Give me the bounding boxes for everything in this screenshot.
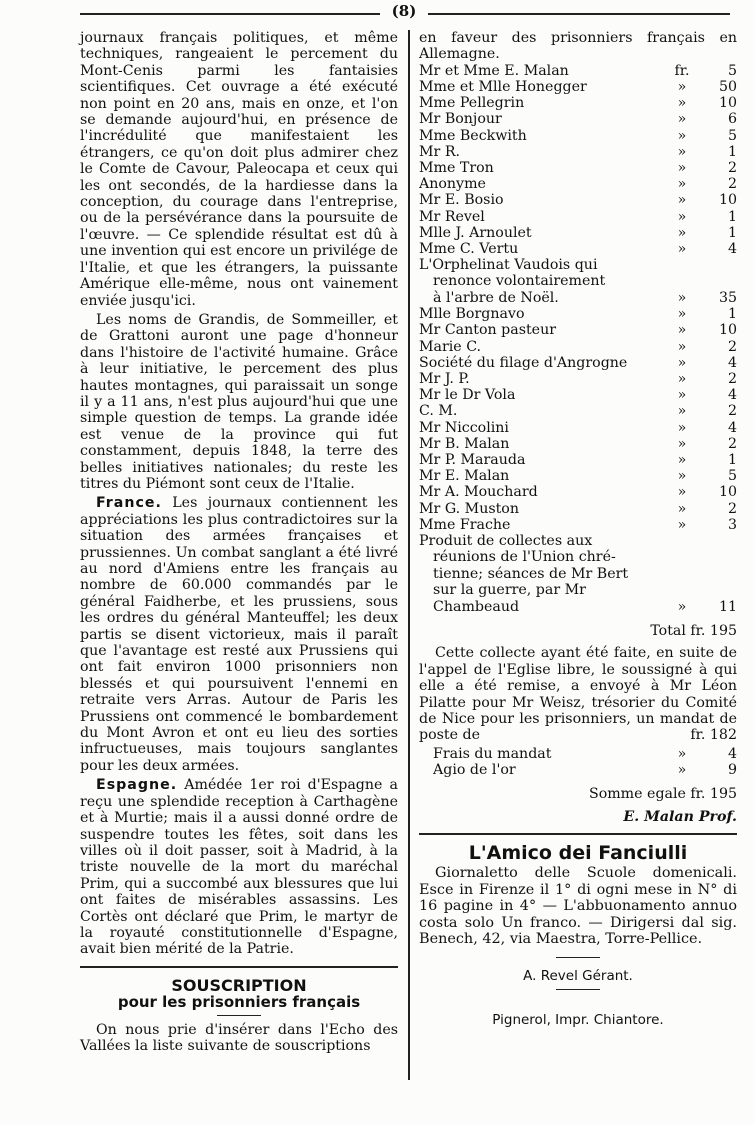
grandis-paragraph: Les noms de Grandis, de Sommeiller, et de Grattoni auront une page d'honneur dans l'histoire de l'activité humaine. Grâce à leur initiative, le percement des plus hautes montagnes, qui paraissait un songe il y a 11 ans, n'est plus aujourd'hui que une simple question de temps. La grande idée est venue de la province qui fut constamment, depuis 1848, la terre des belles initiatives nationales; du reste les titres du Piémont sont ceux de l'Italie. bbox=[80, 311, 398, 492]
donor-row bbox=[419, 403, 737, 419]
donor-amount: 2 bbox=[727, 435, 737, 452]
donor-row bbox=[419, 306, 737, 322]
donor-name-line: à l'arbre de Noël. bbox=[433, 289, 559, 306]
donor-name: L'Orphelinat Vaudois qui bbox=[419, 257, 598, 274]
donor-row bbox=[419, 468, 737, 484]
france-heading: France. bbox=[96, 495, 162, 512]
souscription-intro: On nous prie d'insérer dans l'Echo des Vallées la liste suivante de souscriptions bbox=[80, 1021, 398, 1054]
donor-name: Mr R. bbox=[419, 143, 461, 160]
page-number: (8) bbox=[391, 2, 417, 20]
total-line: Total fr. 195 bbox=[650, 622, 737, 639]
donor-name-line: réunions de l'Union chré- bbox=[433, 549, 616, 566]
frais-label: Frais du mandat bbox=[433, 745, 552, 762]
donor-row bbox=[419, 209, 737, 225]
section-rule bbox=[80, 966, 398, 968]
donor-name: Mr P. Marauda bbox=[419, 451, 526, 468]
donor-row bbox=[419, 517, 737, 533]
donor-amount: 2 bbox=[727, 500, 737, 517]
espagne-text: Amédée 1er roi d'Espagne a reçu une splendide reception à Carthagène et à Murtie; mais il a aussi donné ordre de suspendre toutes les fêtes, soit dans les villes où il doit passer, soit à Madrid, à la triste nouvelle de la mort du maréchal Prim, qui a succombé aux blessures que lui ont faites de misérables assassins. Les Cortès ont déclaré que Prim, le martyr de la royauté constitutionnelle d'Espagne, avait bien mérité de la Patrie. bbox=[80, 777, 398, 958]
ditto-mark: fr. bbox=[674, 62, 690, 79]
donor-row bbox=[419, 63, 737, 79]
donor-amount: 10 bbox=[718, 192, 737, 209]
donor-amount: 6 bbox=[727, 111, 737, 128]
donor-amount: 5 bbox=[727, 127, 737, 144]
donor-name: Mr J. P. bbox=[419, 371, 470, 388]
donor-produit bbox=[419, 533, 737, 615]
donor-name-line: tienne; séances de Mr Bert bbox=[433, 565, 629, 582]
donor-name: Mlle J. Arnoulet bbox=[419, 224, 532, 241]
page-header bbox=[80, 2, 730, 24]
donor-row bbox=[419, 160, 737, 176]
donor-row bbox=[419, 484, 737, 500]
signature: E. Malan Prof. bbox=[623, 808, 737, 825]
imprimeur: Pignerol, Impr. Chiantore. bbox=[492, 1011, 664, 1028]
donor-name: Mr A. Mouchard bbox=[419, 484, 538, 501]
donor-row bbox=[419, 436, 737, 452]
ditto-mark: » bbox=[677, 208, 687, 225]
donor-amount: 1 bbox=[727, 451, 737, 468]
right-column bbox=[419, 30, 737, 1028]
donor-orphelinat bbox=[419, 257, 737, 306]
donor-name: Mr E. Bosio bbox=[419, 192, 504, 209]
donor-name-line: sur la guerre, par Mr bbox=[433, 582, 586, 599]
donor-amount: 2 bbox=[727, 371, 737, 388]
donor-name: Mr B. Malan bbox=[419, 435, 510, 452]
donor-row bbox=[419, 111, 737, 127]
ditto-mark: » bbox=[677, 240, 687, 257]
donor-amount: 3 bbox=[727, 516, 737, 533]
agio-label: Agio de l'or bbox=[433, 761, 516, 778]
mandat-amount: 182 bbox=[709, 727, 737, 744]
donor-name: Anonyme bbox=[419, 176, 486, 193]
gerant-rule bbox=[556, 989, 600, 990]
donor-name-line: renonce volontairement bbox=[433, 273, 606, 290]
donor-row bbox=[419, 225, 737, 241]
donor-row bbox=[419, 387, 737, 403]
ditto-mark: » bbox=[677, 192, 687, 209]
amico-text: Giornaletto delle Scuole domenicali. Esce in Firenze il 1° di ogni mese in N° di 16 pagine in 4° — L'abbuonamento annuo costa solo Un franco. — Dirigersi dal sig. Benech, 42, via Maestra, Torre-Pellice. bbox=[419, 865, 737, 947]
mandat-amount-group bbox=[674, 727, 737, 743]
ditto-mark: » bbox=[677, 322, 687, 339]
ditto-mark: » bbox=[677, 745, 687, 762]
header-rule-right bbox=[428, 13, 730, 15]
donor-row bbox=[419, 355, 737, 371]
donor-name: Mr Bonjour bbox=[419, 111, 502, 128]
donor-amount: 11 bbox=[718, 598, 737, 615]
mont-cenis-paragraph: journaux français politiques, et même techniques, rangeaient le percement du Mont-Cenis parmi les fantaisies scientifiques. Cet ouvrage a été exécuté non point en 20 ans, mais en onze, et l'on se demande aujourd'hui, en présence de l'incrédulité que manifestaient les étrangers, ce qu'on doit plus admirer chez le Comte de Cavour, Paleocapa et ceux qui les ont secondés, de la hardiesse dans la conception, du courage dans l'entreprise, ou de la persévérance dans la poursuite de l'œuvre. — Ce splendide résultat est dû à une invention qui est encore un privilége de l'Italie, et que les étrangers, la puissante Amérique elle-même, nous ont vainement enviée jusqu'ici. bbox=[80, 30, 398, 309]
amico-title: L'Amico dei Fanciulli bbox=[468, 841, 688, 864]
amico-rule bbox=[556, 957, 600, 958]
column-divider bbox=[408, 30, 410, 1080]
ditto-mark: » bbox=[677, 598, 687, 615]
donor-amount: 1 bbox=[727, 224, 737, 241]
ditto-mark: » bbox=[677, 176, 687, 193]
ditto-mark: » bbox=[677, 79, 687, 95]
remise-text: Cette collecte ayant été faite, en suite de l'appel de l'Eglise libre, le soussigné à qui elle a été remise, a envoyé à Mr Léon Pilatte pour Mr Weisz, trésorier du Comité de Nice pour les prisonniers, un mandat de poste de bbox=[419, 645, 737, 744]
donor-name: Mme et Mlle Honegger bbox=[419, 79, 587, 95]
ditto-mark: » bbox=[677, 354, 687, 371]
donor-row bbox=[419, 501, 737, 517]
ditto-mark: » bbox=[677, 516, 687, 533]
ditto-mark: » bbox=[677, 371, 687, 388]
donor-list-2 bbox=[419, 306, 737, 533]
donor-amount: 2 bbox=[727, 403, 737, 420]
donor-amount: 2 bbox=[727, 159, 737, 176]
donor-name: Mme Tron bbox=[419, 159, 494, 176]
donor-amount: 5 bbox=[727, 62, 737, 79]
title-rule bbox=[217, 1015, 261, 1016]
ditto-mark: » bbox=[677, 761, 687, 778]
ditto-mark: » bbox=[677, 468, 687, 485]
ditto-mark: » bbox=[677, 306, 687, 323]
ditto-mark: » bbox=[677, 338, 687, 355]
ditto-mark: » bbox=[677, 403, 687, 420]
donor-amount: 10 bbox=[718, 322, 737, 339]
donor-name-line: Chambeaud bbox=[433, 598, 520, 615]
donor-amount: 2 bbox=[727, 176, 737, 193]
donor-amount: 35 bbox=[718, 289, 737, 306]
donor-amount: 1 bbox=[727, 143, 737, 160]
donor-name: Marie C. bbox=[419, 338, 482, 355]
donor-amount: 1 bbox=[727, 208, 737, 225]
remise-paragraph bbox=[419, 645, 737, 743]
donor-amount: 50 bbox=[718, 79, 737, 95]
ditto-mark: » bbox=[677, 289, 687, 306]
left-column bbox=[80, 30, 398, 1054]
donor-name: C. M. bbox=[419, 403, 458, 420]
donor-name: Mr Niccolini bbox=[419, 419, 509, 436]
ditto-mark: » bbox=[677, 387, 687, 404]
donor-row bbox=[419, 144, 737, 160]
donor-amount: 10 bbox=[718, 95, 737, 112]
donor-row bbox=[419, 452, 737, 468]
donor-row bbox=[419, 95, 737, 111]
ditto-mark: » bbox=[677, 224, 687, 241]
donor-row bbox=[419, 420, 737, 436]
donor-amount: 4 bbox=[727, 354, 737, 371]
ditto-mark: » bbox=[677, 95, 687, 112]
ditto-mark: » bbox=[677, 435, 687, 452]
donor-row bbox=[419, 192, 737, 208]
ditto-mark: » bbox=[677, 484, 687, 501]
donor-amount: 1 bbox=[727, 306, 737, 323]
espagne-news bbox=[80, 777, 398, 957]
donor-amount: 4 bbox=[727, 419, 737, 436]
donor-row bbox=[419, 371, 737, 387]
agio-amount: 9 bbox=[727, 761, 737, 778]
donor-name: Mme Beckwith bbox=[419, 127, 527, 144]
header-rule-left bbox=[80, 13, 380, 15]
ditto-mark: » bbox=[677, 500, 687, 517]
donor-name: Mr le Dr Vola bbox=[419, 387, 516, 404]
somme-line: Somme egale fr. 195 bbox=[588, 786, 737, 803]
ditto-mark: » bbox=[677, 159, 687, 176]
donor-name: Mr G. Muston bbox=[419, 500, 519, 517]
donor-row bbox=[419, 128, 737, 144]
section-rule-right bbox=[419, 833, 737, 835]
donor-name: Mme Pellegrin bbox=[419, 95, 525, 112]
donor-row bbox=[419, 322, 737, 338]
ditto-mark: » bbox=[677, 419, 687, 436]
frais-line bbox=[419, 746, 737, 762]
frais-amount: 4 bbox=[727, 745, 737, 762]
donor-row bbox=[419, 79, 737, 95]
france-text: Les journaux contiennent les appréciations les plus contradictoires sur la situation des armées françaises et prussiennes. Un combat sanglant a été livré au nord d'Amiens entre les français au nombre de 60.000 commandés par le général Faidherbe, et les prussiens, sous les ordres du général Manteuffel; les deux partis se disent victorieux, mais il paraît que l'avantage est resté aux Prussiens qui ont fait environ 1000 prisonniers non blessés et qui poursuivent l'ennemi en retraite vers Arras. Autour de Paris les Prussiens ont commencé le bombardement du Mont Avron et ont eu lieu des sorties infructueuses, mais toujours sanglantes pour les deux armées. bbox=[80, 495, 398, 774]
donor-name: Mme C. Vertu bbox=[419, 240, 519, 257]
souscription-intro-cont: en faveur des prisonniers français en Allemagne. bbox=[419, 30, 737, 63]
ditto-mark: » bbox=[677, 451, 687, 468]
donor-amount: 10 bbox=[718, 484, 737, 501]
france-news bbox=[80, 495, 398, 774]
donor-name: Mr et Mme E. Malan bbox=[419, 62, 569, 79]
donor-row bbox=[419, 339, 737, 355]
donor-name: Société du filage d'Angrogne bbox=[419, 354, 628, 371]
donor-name: Mr E. Malan bbox=[419, 468, 510, 485]
donor-amount: 4 bbox=[727, 387, 737, 404]
donor-row bbox=[419, 241, 737, 257]
agio-line bbox=[419, 762, 737, 778]
donor-name: Mlle Borgnavo bbox=[419, 306, 525, 323]
ditto-mark: » bbox=[677, 111, 687, 128]
ditto-mark: » bbox=[677, 127, 687, 144]
espagne-heading: Espagne. bbox=[96, 777, 178, 794]
donor-amount: 2 bbox=[727, 338, 737, 355]
donor-amount: 4 bbox=[727, 240, 737, 257]
donor-name: Mme Frache bbox=[419, 516, 511, 533]
souscription-subtitle: pour les prisonniers français bbox=[117, 993, 361, 1012]
donor-name: Produit de collectes aux bbox=[419, 532, 593, 549]
donor-row bbox=[419, 176, 737, 192]
donor-list bbox=[419, 63, 737, 257]
ditto-mark: » bbox=[677, 143, 687, 160]
gerant: A. Revel Gérant. bbox=[523, 968, 633, 985]
souscription-title: SOUSCRIPTION bbox=[171, 975, 307, 995]
donor-name: Mr Revel bbox=[419, 208, 485, 225]
donor-name: Mr Canton pasteur bbox=[419, 322, 556, 339]
donor-amount: 5 bbox=[727, 468, 737, 485]
currency: fr. bbox=[690, 727, 706, 744]
